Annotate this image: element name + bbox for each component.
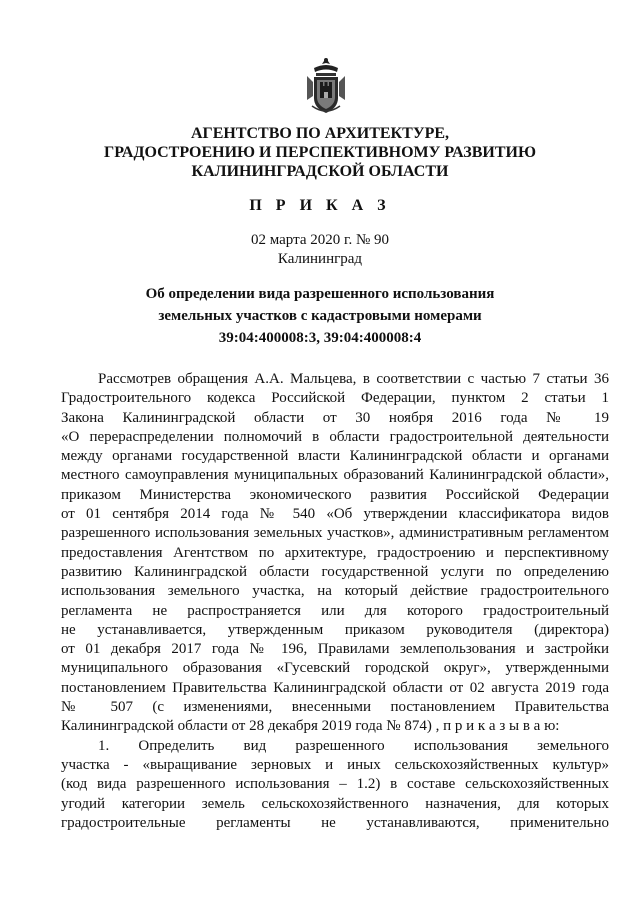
body-line: «О перераспределении полномочий в области градостроительной деятельности — [61, 428, 609, 445]
subject-line: земельных участков с кадастровыми номерами — [158, 308, 482, 324]
body-line: муниципального образования «Гусевский городской округ», утвержденными — [61, 660, 609, 677]
body-line: приказом Министерства экономического развития Российской Федерации — [61, 486, 609, 503]
body-line: развитию Калининградской области государственной услуги по определению — [61, 563, 609, 580]
subject-line: 39:04:400008:3, 39:04:400008:4 — [218, 330, 422, 346]
document-subject — [0, 283, 640, 349]
body-line: угодий категории земель сельскохозяйственного назначения, для которых — [61, 795, 609, 812]
agency-name-line: ГРАДОСТРОЕНИЮ И ПЕРСПЕКТИВНОМУ РАЗВИТИЮ — [104, 144, 536, 161]
document-date-number: 02 марта 2020 г. № 90 — [250, 232, 390, 248]
body-line: участка - «выращивание зерновых и иных сельскохозяйственных культур» — [61, 756, 609, 773]
body-line: постановлением Правительства Калининградской области от 02 августа 2019 года — [61, 679, 609, 696]
body-line: предоставления Агентством по архитектуре, градостроению и перспективному — [61, 544, 609, 561]
agency-name-line: АГЕНТСТВО ПО АРХИТЕКТУРЕ, — [190, 125, 450, 142]
document-type: П Р И К А З — [249, 197, 391, 214]
document-date-block — [0, 231, 640, 269]
body-line: разрешенного использования земельных участков», административным регламентом — [61, 525, 609, 542]
body-line: между органами государственной власти Калининградской области и органами — [61, 448, 609, 465]
document-body — [61, 370, 609, 833]
body-line: № 507 (с изменениями, внесенными постановлением Правительства — [61, 699, 609, 716]
body-line: от 01 сентября 2014 года № 540 «Об утверждении классификатора видов — [61, 506, 609, 523]
body-line: градостроительные регламенты не устанавливаются, применительно — [61, 814, 609, 831]
coat-of-arms-icon — [304, 56, 348, 116]
body-line: не устанавливается, утвержденным приказом руководителя (директора) — [61, 621, 609, 638]
body-line: от 01 декабря 2017 года № 196, Правилами землепользования и застройки — [61, 641, 609, 658]
body-line: использования земельного участка, на который действие градостроительного — [61, 583, 609, 600]
body-line: Рассмотрев обращения А.А. Мальцева, в соответствии с частью 7 статьи 36 — [98, 371, 609, 387]
body-line: Закона Калининградской области от 30 ноября 2016 года № 19 — [61, 409, 609, 426]
body-line: 1. Определить вид разрешенного использования земельного — [98, 737, 609, 754]
body-line: Калининградской области от 28 декабря 2019 года № 874) , п р и к а з ы в а ю: — [61, 718, 560, 735]
agency-name — [0, 124, 640, 181]
document-city: Калининград — [277, 251, 363, 267]
body-line: местного самоуправления муниципальных образований Калининградской области», — [61, 467, 609, 484]
body-line: регламента не распространяется или для которого градостроительный — [61, 602, 609, 619]
body-line: (код вида разрешенного использования – 1.2) в составе сельскохозяйственных — [61, 776, 609, 793]
subject-line: Об определении вида разрешенного использования — [145, 286, 495, 302]
body-line: Градостроительного кодекса Российской Федерации, пунктом 2 статьи 1 — [61, 390, 609, 407]
agency-name-line: КАЛИНИНГРАДСКОЙ ОБЛАСТИ — [191, 163, 449, 180]
